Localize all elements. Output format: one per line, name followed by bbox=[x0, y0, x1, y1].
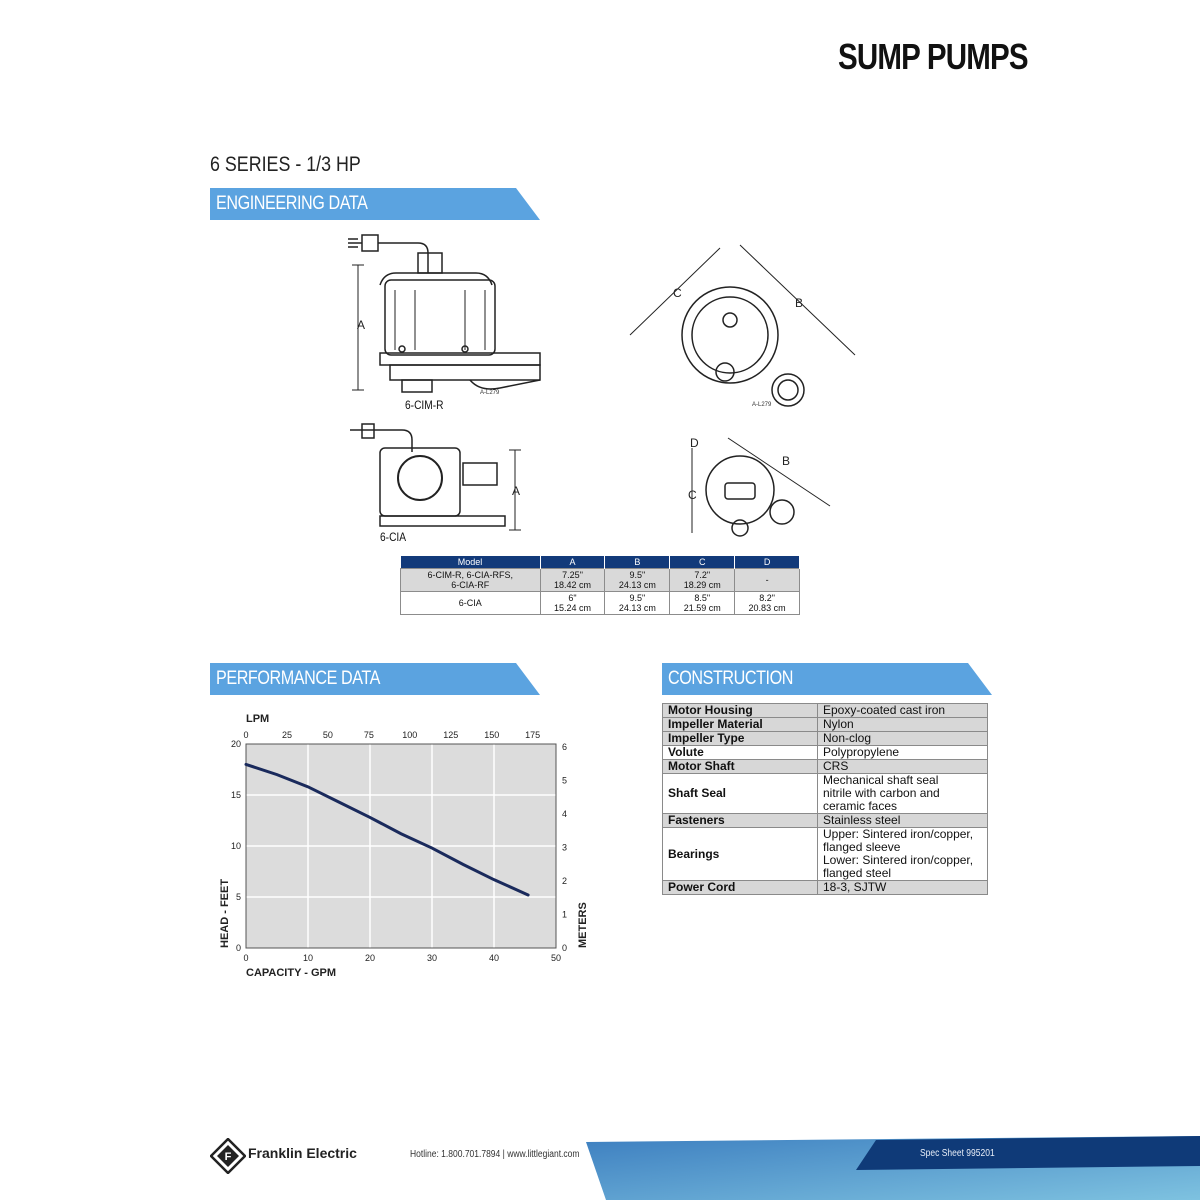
construction-heading: CONSTRUCTION bbox=[668, 668, 794, 689]
table-row bbox=[663, 774, 988, 814]
dim-header-a: A bbox=[540, 556, 605, 569]
construction-value-line: Nylon bbox=[823, 717, 854, 731]
dim-cell-a: 6" 15.24 cm bbox=[540, 592, 605, 615]
construction-value-line: Stainless steel bbox=[823, 813, 901, 827]
construction-value bbox=[818, 881, 988, 895]
x2-axis-label: LPM bbox=[246, 713, 270, 725]
dimension-b-label-top: B bbox=[795, 296, 804, 310]
construction-value bbox=[818, 732, 988, 746]
construction-value bbox=[818, 828, 988, 881]
construction-key: Shaft Seal bbox=[663, 774, 818, 814]
x-tick-label: 0 bbox=[243, 953, 249, 963]
y-tick-label: 15 bbox=[230, 790, 241, 800]
construction-key: Power Cord bbox=[663, 881, 818, 895]
table-row bbox=[401, 592, 800, 615]
x2-tick-label: 0 bbox=[243, 730, 249, 740]
table-row bbox=[401, 569, 800, 592]
construction-value bbox=[818, 746, 988, 760]
y2-tick-label: 2 bbox=[562, 876, 568, 887]
construction-key: Impeller Type bbox=[663, 732, 818, 746]
construction-key: Motor Shaft bbox=[663, 760, 818, 774]
footer-contact: Hotline: 1.800.701.7894 | www.littlegiant.com bbox=[410, 1149, 580, 1160]
table-row bbox=[663, 704, 988, 718]
x-tick-label: 20 bbox=[364, 953, 376, 963]
drawing-code-left: A-L279 bbox=[480, 390, 500, 396]
x-tick-label: 10 bbox=[302, 953, 314, 963]
construction-value bbox=[818, 718, 988, 732]
dim-cell-a: 7.25" 18.42 cm bbox=[540, 569, 605, 592]
dim-cell-b: 9.5" 24.13 cm bbox=[605, 569, 670, 592]
construction-value-line: nitrile with carbon and bbox=[823, 786, 940, 800]
construction-value-line: Non-clog bbox=[823, 731, 872, 745]
engineering-data-heading: ENGINEERING DATA bbox=[216, 193, 368, 214]
y2-tick-label: 3 bbox=[562, 842, 568, 853]
construction-value-line: CRS bbox=[823, 759, 849, 773]
table-row bbox=[663, 814, 988, 828]
franklin-electric-logo-icon bbox=[210, 1138, 246, 1174]
dim-cell-model: 6-CIM-R, 6-CIA-RFS, 6-CIA-RF bbox=[401, 569, 541, 592]
table-row bbox=[663, 718, 988, 732]
x2-tick-label: 50 bbox=[322, 730, 333, 740]
construction-key: Motor Housing bbox=[663, 704, 818, 718]
y2-tick-label: 0 bbox=[562, 943, 568, 953]
dim-header-model: Model bbox=[401, 556, 541, 569]
construction-value-line: Lower: Sintered iron/copper, bbox=[823, 853, 974, 867]
x-axis-label: CAPACITY - GPM bbox=[246, 967, 337, 979]
x2-tick-label: 150 bbox=[484, 730, 500, 740]
dim-header-c: C bbox=[670, 556, 735, 569]
model-6cia-label: 6-CIA bbox=[380, 530, 407, 544]
y2-tick-label: 4 bbox=[562, 809, 568, 820]
performance-chart bbox=[210, 700, 610, 990]
construction-value-line: flanged sleeve bbox=[823, 840, 901, 854]
pump-6cia-side-diagram bbox=[345, 418, 525, 538]
footer-band bbox=[586, 1136, 1200, 1200]
dim-cell-b: 9.5" 24.13 cm bbox=[605, 592, 670, 615]
dimension-table bbox=[400, 556, 800, 615]
y-axis-label: HEAD - FEET bbox=[219, 878, 231, 948]
dim-cell-d: 8.2" 20.83 cm bbox=[735, 592, 800, 615]
y2-tick-label: 1 bbox=[562, 909, 568, 920]
page-title: SUMP PUMPS bbox=[838, 36, 1028, 77]
x2-tick-label: 25 bbox=[281, 730, 292, 740]
y2-tick-label: 6 bbox=[562, 742, 568, 753]
x-tick-label: 40 bbox=[488, 953, 500, 963]
construction-table bbox=[662, 703, 988, 895]
y-tick-label: 20 bbox=[230, 739, 241, 749]
dimension-b-label-bottom: B bbox=[782, 454, 791, 468]
construction-value-line: ceramic faces bbox=[823, 799, 898, 813]
performance-data-banner bbox=[210, 663, 540, 695]
construction-value bbox=[818, 774, 988, 814]
dimension-c-label-top: C bbox=[673, 286, 682, 300]
y-tick-label: 10 bbox=[230, 841, 241, 851]
dim-cell-c: 7.2" 18.29 cm bbox=[670, 569, 735, 592]
x2-tick-label: 125 bbox=[443, 730, 459, 740]
pump-6cimr-side-diagram bbox=[340, 225, 560, 400]
construction-value-line: Mechanical shaft seal bbox=[823, 773, 939, 787]
series-subtitle: 6 SERIES - 1/3 HP bbox=[210, 153, 361, 176]
construction-banner bbox=[662, 663, 992, 695]
table-row bbox=[663, 881, 988, 895]
dim-cell-model: 6-CIA bbox=[401, 592, 541, 615]
dimension-d-label: D bbox=[690, 436, 699, 450]
construction-value bbox=[818, 814, 988, 828]
engineering-data-banner bbox=[210, 188, 540, 220]
construction-key: Impeller Material bbox=[663, 718, 818, 732]
construction-key: Bearings bbox=[663, 828, 818, 881]
x-tick-label: 30 bbox=[426, 953, 438, 963]
x2-tick-label: 75 bbox=[363, 730, 374, 740]
construction-value-line: 18-3, SJTW bbox=[823, 880, 887, 894]
dimension-a-label-bottom: A bbox=[512, 484, 521, 498]
pump-6cimr-top-diagram bbox=[620, 240, 870, 410]
y-tick-label: 0 bbox=[235, 943, 241, 953]
x-tick-label: 50 bbox=[550, 953, 562, 963]
table-row bbox=[663, 746, 988, 760]
dimension-a-label-top: A bbox=[357, 318, 366, 332]
construction-value-line: flanged steel bbox=[823, 866, 892, 880]
dim-header-d: D bbox=[735, 556, 800, 569]
construction-key: Fasteners bbox=[663, 814, 818, 828]
dimension-c-label-bottom: C bbox=[688, 488, 697, 502]
construction-value bbox=[818, 704, 988, 718]
performance-data-heading: PERFORMANCE DATA bbox=[216, 668, 380, 689]
x2-tick-label: 175 bbox=[525, 730, 541, 740]
drawing-code-right: A-L279 bbox=[752, 402, 772, 408]
x2-tick-label: 100 bbox=[402, 730, 418, 740]
model-6cimr-label: 6-CIM-R bbox=[405, 398, 444, 412]
table-row bbox=[663, 732, 988, 746]
y-tick-label: 5 bbox=[235, 892, 241, 902]
table-row bbox=[663, 760, 988, 774]
construction-value-line: Polypropylene bbox=[823, 745, 900, 759]
y2-tick-label: 5 bbox=[562, 775, 568, 786]
brand-name: Franklin Electric bbox=[248, 1145, 357, 1161]
construction-key: Volute bbox=[663, 746, 818, 760]
construction-value-line: Epoxy-coated cast iron bbox=[823, 703, 946, 717]
svg-text:F: F bbox=[224, 1151, 232, 1163]
construction-value bbox=[818, 760, 988, 774]
table-row bbox=[663, 828, 988, 881]
dim-cell-d: - bbox=[735, 569, 800, 592]
spec-sheet-number: Spec Sheet 995201 bbox=[920, 1148, 995, 1159]
construction-value-line: Upper: Sintered iron/copper, bbox=[823, 827, 974, 841]
y2-axis-label: METERS bbox=[577, 902, 589, 948]
dim-header-b: B bbox=[605, 556, 670, 569]
dim-cell-c: 8.5" 21.59 cm bbox=[670, 592, 735, 615]
